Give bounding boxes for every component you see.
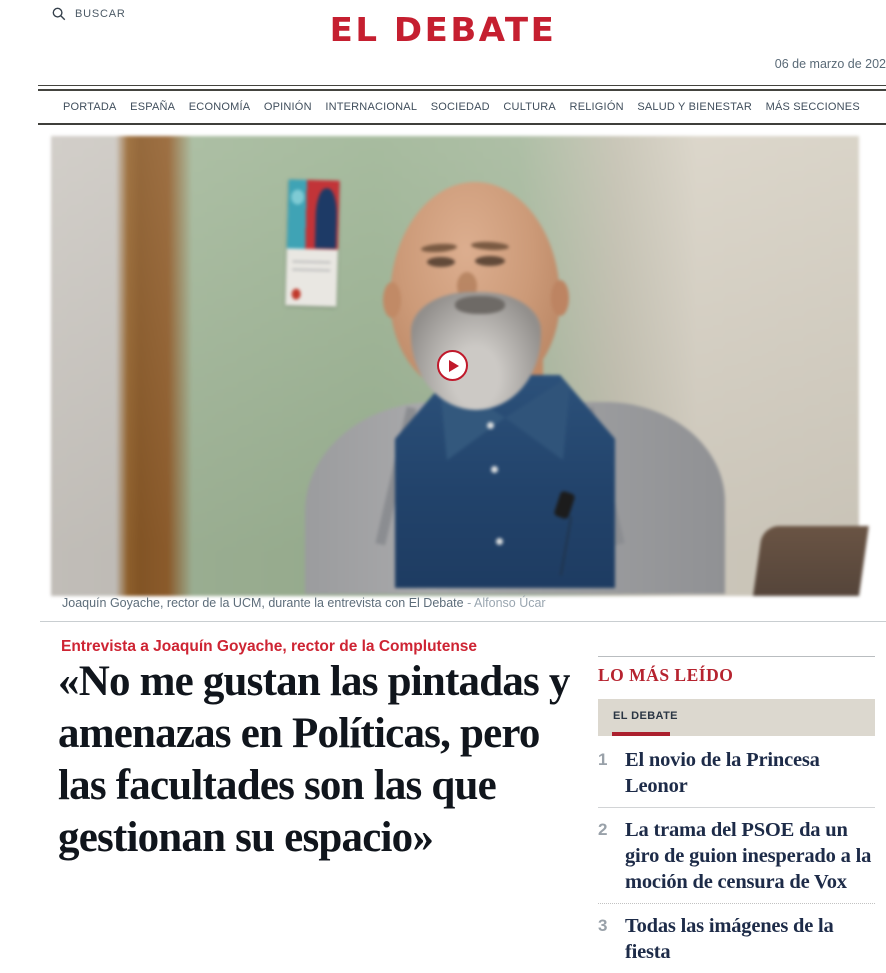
item-title: El novio de la Princesa Leonor [625, 749, 820, 797]
nav-item-mas-secciones[interactable]: MÁS SECCIONES [765, 101, 860, 113]
interviewee-shirt [395, 375, 615, 588]
most-read-item-3[interactable] [598, 904, 875, 973]
tab-label: EL DEBATE [613, 710, 678, 722]
item-title: La trama del PSOE da un giro de guion inesperado a la moción de censura de Vox [625, 819, 872, 893]
tab-el-debate[interactable] [598, 699, 678, 736]
nav-item-espana[interactable]: ESPAÑA [130, 101, 176, 113]
most-read-title: LO MÁS LEÍDO [598, 665, 734, 685]
item-title: Todas las imágenes de la fiesta [625, 915, 834, 963]
nav-item-portada[interactable]: PORTADA [63, 101, 117, 113]
wall-poster [285, 179, 339, 306]
nav-item-internacional[interactable]: INTERNACIONAL [325, 101, 418, 113]
nav-item-opinion[interactable]: OPINIÓN [263, 101, 312, 113]
logo [0, 10, 886, 50]
most-read-list [598, 738, 875, 973]
nav-row [38, 89, 886, 125]
article-headline: «No me gustan las pintadas y amenazas en Políticas, pero las facultades son las que gestionan su espacio» [58, 658, 570, 861]
rank-number: 3 [598, 916, 608, 935]
nav-item-sociedad[interactable]: SOCIEDAD [430, 101, 490, 113]
date-text: 06 de marzo de 202 [774, 57, 886, 71]
search-label: BUSCAR [75, 8, 126, 20]
rank-number: 2 [598, 820, 608, 839]
rank-number: 1 [598, 750, 608, 769]
article-kicker: Entrevista a Joaquín Goyache, rector de la Complutense [61, 638, 478, 655]
play-icon [449, 360, 459, 372]
nav-top-rule [38, 85, 886, 88]
caption-text: Joaquín Goyache, rector de la UCM, durante la entrevista con El Debate [62, 596, 464, 610]
play-button[interactable] [437, 350, 468, 381]
video-thumbnail[interactable] [59, 144, 851, 588]
nav-item-salud[interactable]: SALUD Y BIENESTAR [637, 101, 752, 113]
nav-item-religion[interactable]: RELIGIÓN [569, 101, 624, 113]
nav-item-economia[interactable]: ECONOMÍA [188, 101, 251, 113]
nav-item-cultura[interactable]: CULTURA [503, 101, 556, 113]
most-read-item-2[interactable] [598, 808, 875, 904]
most-read-tabbar [598, 699, 875, 736]
photo-caption [62, 596, 546, 610]
main-nav [38, 85, 886, 125]
most-read-item-1[interactable] [598, 738, 875, 808]
section-divider [40, 621, 886, 622]
logo-link[interactable]: EL DEBATE [329, 10, 557, 50]
chair [753, 526, 869, 596]
most-read-sidebar [598, 656, 875, 973]
tab-active-underline [612, 732, 670, 736]
caption-credit: - Alfonso Úcar [467, 596, 546, 610]
